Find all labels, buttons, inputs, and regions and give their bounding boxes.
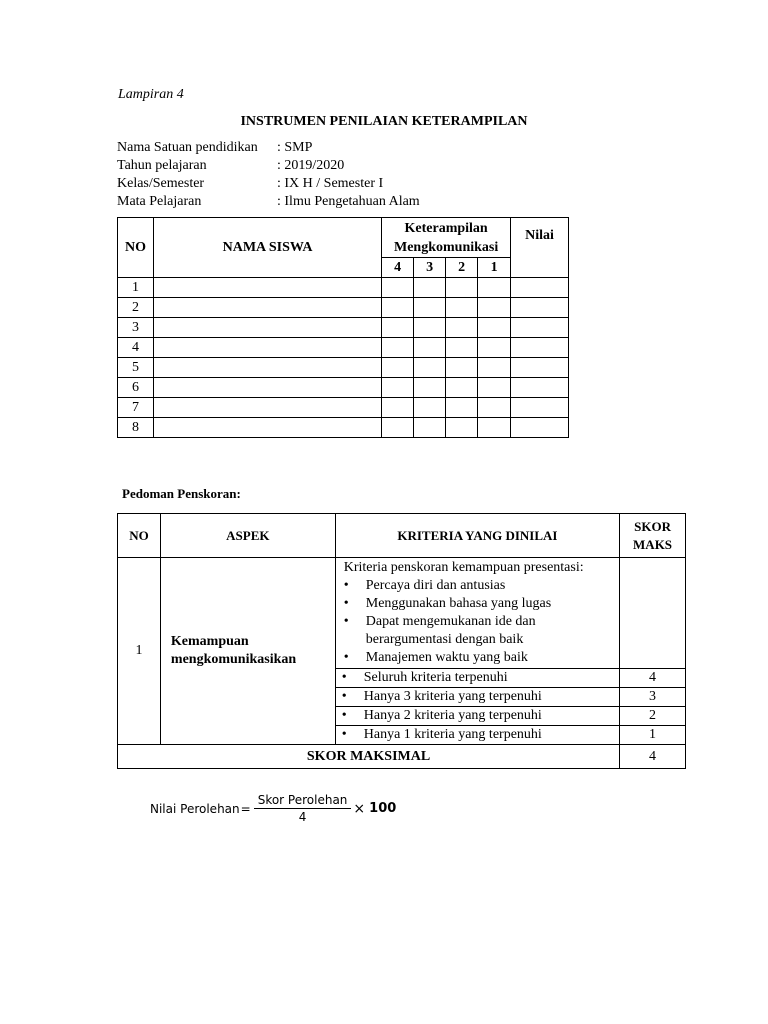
- score-cell[interactable]: [414, 358, 446, 378]
- nilai-cell[interactable]: [511, 318, 569, 338]
- score-cell[interactable]: [446, 378, 478, 398]
- identity-info: [117, 139, 420, 211]
- score-cell[interactable]: [446, 318, 478, 338]
- criteria-list: [335, 558, 619, 669]
- header-nama-siswa: NAMA SISWA: [153, 218, 381, 278]
- info-row: [117, 157, 420, 175]
- score-cell[interactable]: [382, 318, 414, 338]
- score-cell[interactable]: [446, 358, 478, 378]
- nilai-cell[interactable]: [511, 358, 569, 378]
- level-label: Hanya 3 kriteria yang terpenuhi: [363, 689, 542, 704]
- document-title-text: INSTRUMEN PENILAIAN KETERAMPILAN: [240, 114, 528, 129]
- level-text: [335, 726, 619, 745]
- bullet-icon: •: [343, 614, 349, 629]
- student-score-table: [117, 217, 569, 438]
- table-row: [118, 358, 569, 378]
- pedoman-heading: Pedoman Penskoran:: [122, 486, 241, 501]
- aspect-name-line1: Kemampuan: [170, 634, 249, 649]
- row-number: 2: [118, 298, 154, 318]
- score-cell[interactable]: [446, 418, 478, 438]
- header-skor-line1: SKOR: [634, 518, 671, 534]
- score-cell[interactable]: [446, 278, 478, 298]
- score-cell[interactable]: [382, 338, 414, 358]
- info-row: [117, 139, 420, 157]
- criteria-intro: Kriteria penskoran kemampuan presentasi:: [343, 560, 584, 575]
- bullet-icon: •: [341, 670, 347, 685]
- score-cell[interactable]: [414, 418, 446, 438]
- table-row: [118, 318, 569, 338]
- bullet-icon: •: [341, 708, 347, 723]
- row-number: 1: [118, 278, 154, 298]
- level-score: 1: [620, 726, 686, 745]
- list-item: [344, 613, 619, 631]
- bullet-icon: •: [341, 689, 347, 704]
- row-number: 7: [118, 398, 154, 418]
- aspect-number: 1: [118, 558, 161, 745]
- header-keterampilan-line2: Mengkomunikasi: [394, 239, 499, 255]
- nilai-cell[interactable]: [511, 398, 569, 418]
- table-row: [118, 418, 569, 438]
- table-row: [118, 338, 569, 358]
- score-formula: [150, 792, 396, 825]
- score-cell-empty: [620, 558, 686, 669]
- level-label: Hanya 2 kriteria yang terpenuhi: [363, 708, 542, 723]
- score-cell[interactable]: [446, 298, 478, 318]
- name-cell[interactable]: [153, 278, 381, 298]
- nilai-cell[interactable]: [511, 278, 569, 298]
- score-cell[interactable]: [478, 338, 511, 358]
- name-cell[interactable]: [153, 298, 381, 318]
- score-header: 2: [446, 258, 478, 278]
- info-row: [117, 193, 420, 211]
- criteria-item: Menggunakan bahasa yang lugas: [365, 596, 552, 611]
- name-cell[interactable]: [153, 398, 381, 418]
- row-number: 4: [118, 338, 154, 358]
- score-cell[interactable]: [414, 298, 446, 318]
- score-cell[interactable]: [478, 398, 511, 418]
- level-score: 4: [620, 669, 686, 688]
- formula-equals: =: [240, 801, 251, 816]
- formula-times: ×: [353, 800, 366, 817]
- score-cell[interactable]: [382, 378, 414, 398]
- lampiran-label: Lampiran 4: [118, 87, 184, 102]
- header-aspek: ASPEK: [160, 514, 335, 558]
- score-cell[interactable]: [382, 418, 414, 438]
- aspect-name: [160, 558, 335, 745]
- header-keterampilan: [382, 218, 511, 258]
- criteria-item: Dapat mengemukanan ide dan: [365, 614, 536, 629]
- info-label: Tahun pelajaran: [117, 158, 207, 173]
- score-cell[interactable]: [478, 418, 511, 438]
- row-number: 3: [118, 318, 154, 338]
- score-cell[interactable]: [414, 278, 446, 298]
- level-text: [335, 707, 619, 726]
- nilai-cell[interactable]: [511, 378, 569, 398]
- score-cell[interactable]: [478, 278, 511, 298]
- header-kriteria: KRITERIA YANG DINILAI: [335, 514, 619, 558]
- info-label: Nama Satuan pendidikan: [117, 140, 258, 155]
- level-score: 3: [620, 688, 686, 707]
- total-value: 4: [620, 745, 686, 769]
- score-cell[interactable]: [478, 298, 511, 318]
- row-number: 6: [118, 378, 154, 398]
- score-header: 1: [478, 258, 511, 278]
- list-item: [344, 595, 619, 613]
- info-label: Mata Pelajaran: [117, 194, 202, 209]
- bullet-icon: •: [343, 596, 349, 611]
- header-no: NO: [118, 218, 154, 278]
- score-cell[interactable]: [478, 378, 511, 398]
- header-keterampilan-line1: Keterampilan: [404, 220, 488, 236]
- row-number: 8: [118, 418, 154, 438]
- name-cell[interactable]: [153, 358, 381, 378]
- row-number: 5: [118, 358, 154, 378]
- formula-lhs: Nilai Perolehan: [150, 801, 240, 816]
- document-title: [0, 114, 768, 130]
- score-cell[interactable]: [382, 298, 414, 318]
- score-cell[interactable]: [478, 318, 511, 338]
- name-cell[interactable]: [153, 418, 381, 438]
- score-cell[interactable]: [414, 398, 446, 418]
- score-header: 3: [414, 258, 446, 278]
- score-cell[interactable]: [382, 278, 414, 298]
- level-text: [335, 669, 619, 688]
- level-score: 2: [620, 707, 686, 726]
- level-label: Hanya 1 kriteria yang terpenuhi: [363, 727, 542, 742]
- header-skor-line2: MAKS: [633, 536, 673, 552]
- score-cell[interactable]: [446, 338, 478, 358]
- info-value: : IX H / Semester I: [277, 176, 384, 191]
- level-text: [335, 688, 619, 707]
- formula-denominator: 4: [298, 810, 307, 824]
- table-row: [118, 398, 569, 418]
- nilai-cell[interactable]: [511, 418, 569, 438]
- header-nilai: Nilai: [511, 218, 569, 278]
- aspect-name-line2: mengkomunikasikan: [170, 652, 297, 667]
- name-cell[interactable]: [153, 378, 381, 398]
- criteria-item: Manajemen waktu yang baik: [365, 650, 528, 665]
- info-value: : SMP: [277, 140, 313, 155]
- score-cell[interactable]: [382, 358, 414, 378]
- formula-factor: 100: [369, 801, 397, 816]
- score-cell[interactable]: [478, 358, 511, 378]
- score-cell[interactable]: [414, 378, 446, 398]
- info-label: Kelas/Semester: [117, 176, 205, 191]
- header-no: NO: [118, 514, 161, 558]
- info-value: : 2019/2020: [277, 158, 345, 173]
- formula-fraction: [254, 792, 352, 825]
- score-cell[interactable]: [446, 398, 478, 418]
- level-label: Seluruh kriteria terpenuhi: [363, 670, 508, 685]
- nilai-cell[interactable]: [511, 298, 569, 318]
- bullet-icon: •: [343, 650, 349, 665]
- list-item: [344, 577, 619, 595]
- header-skor-maks: [620, 514, 686, 558]
- criteria-item: Percaya diri dan antusias: [365, 578, 506, 593]
- formula-numerator: Skor Perolehan: [254, 792, 352, 809]
- list-item-continuation: berargumentasi dengan baik: [365, 632, 524, 647]
- score-cell[interactable]: [382, 398, 414, 418]
- table-row: [118, 378, 569, 398]
- name-cell[interactable]: [153, 318, 381, 338]
- score-header: 4: [382, 258, 414, 278]
- info-row: [117, 175, 420, 193]
- score-cell[interactable]: [414, 318, 446, 338]
- name-cell[interactable]: [153, 338, 381, 358]
- bullet-icon: •: [341, 727, 347, 742]
- table-row: [118, 278, 569, 298]
- total-label: SKOR MAKSIMAL: [118, 745, 620, 769]
- scoring-guide-table: [117, 513, 686, 769]
- nilai-cell[interactable]: [511, 338, 569, 358]
- table-row: [118, 298, 569, 318]
- info-value: : Ilmu Pengetahuan Alam: [277, 194, 420, 209]
- list-item: [344, 649, 619, 667]
- bullet-icon: •: [343, 578, 349, 593]
- score-cell[interactable]: [414, 338, 446, 358]
